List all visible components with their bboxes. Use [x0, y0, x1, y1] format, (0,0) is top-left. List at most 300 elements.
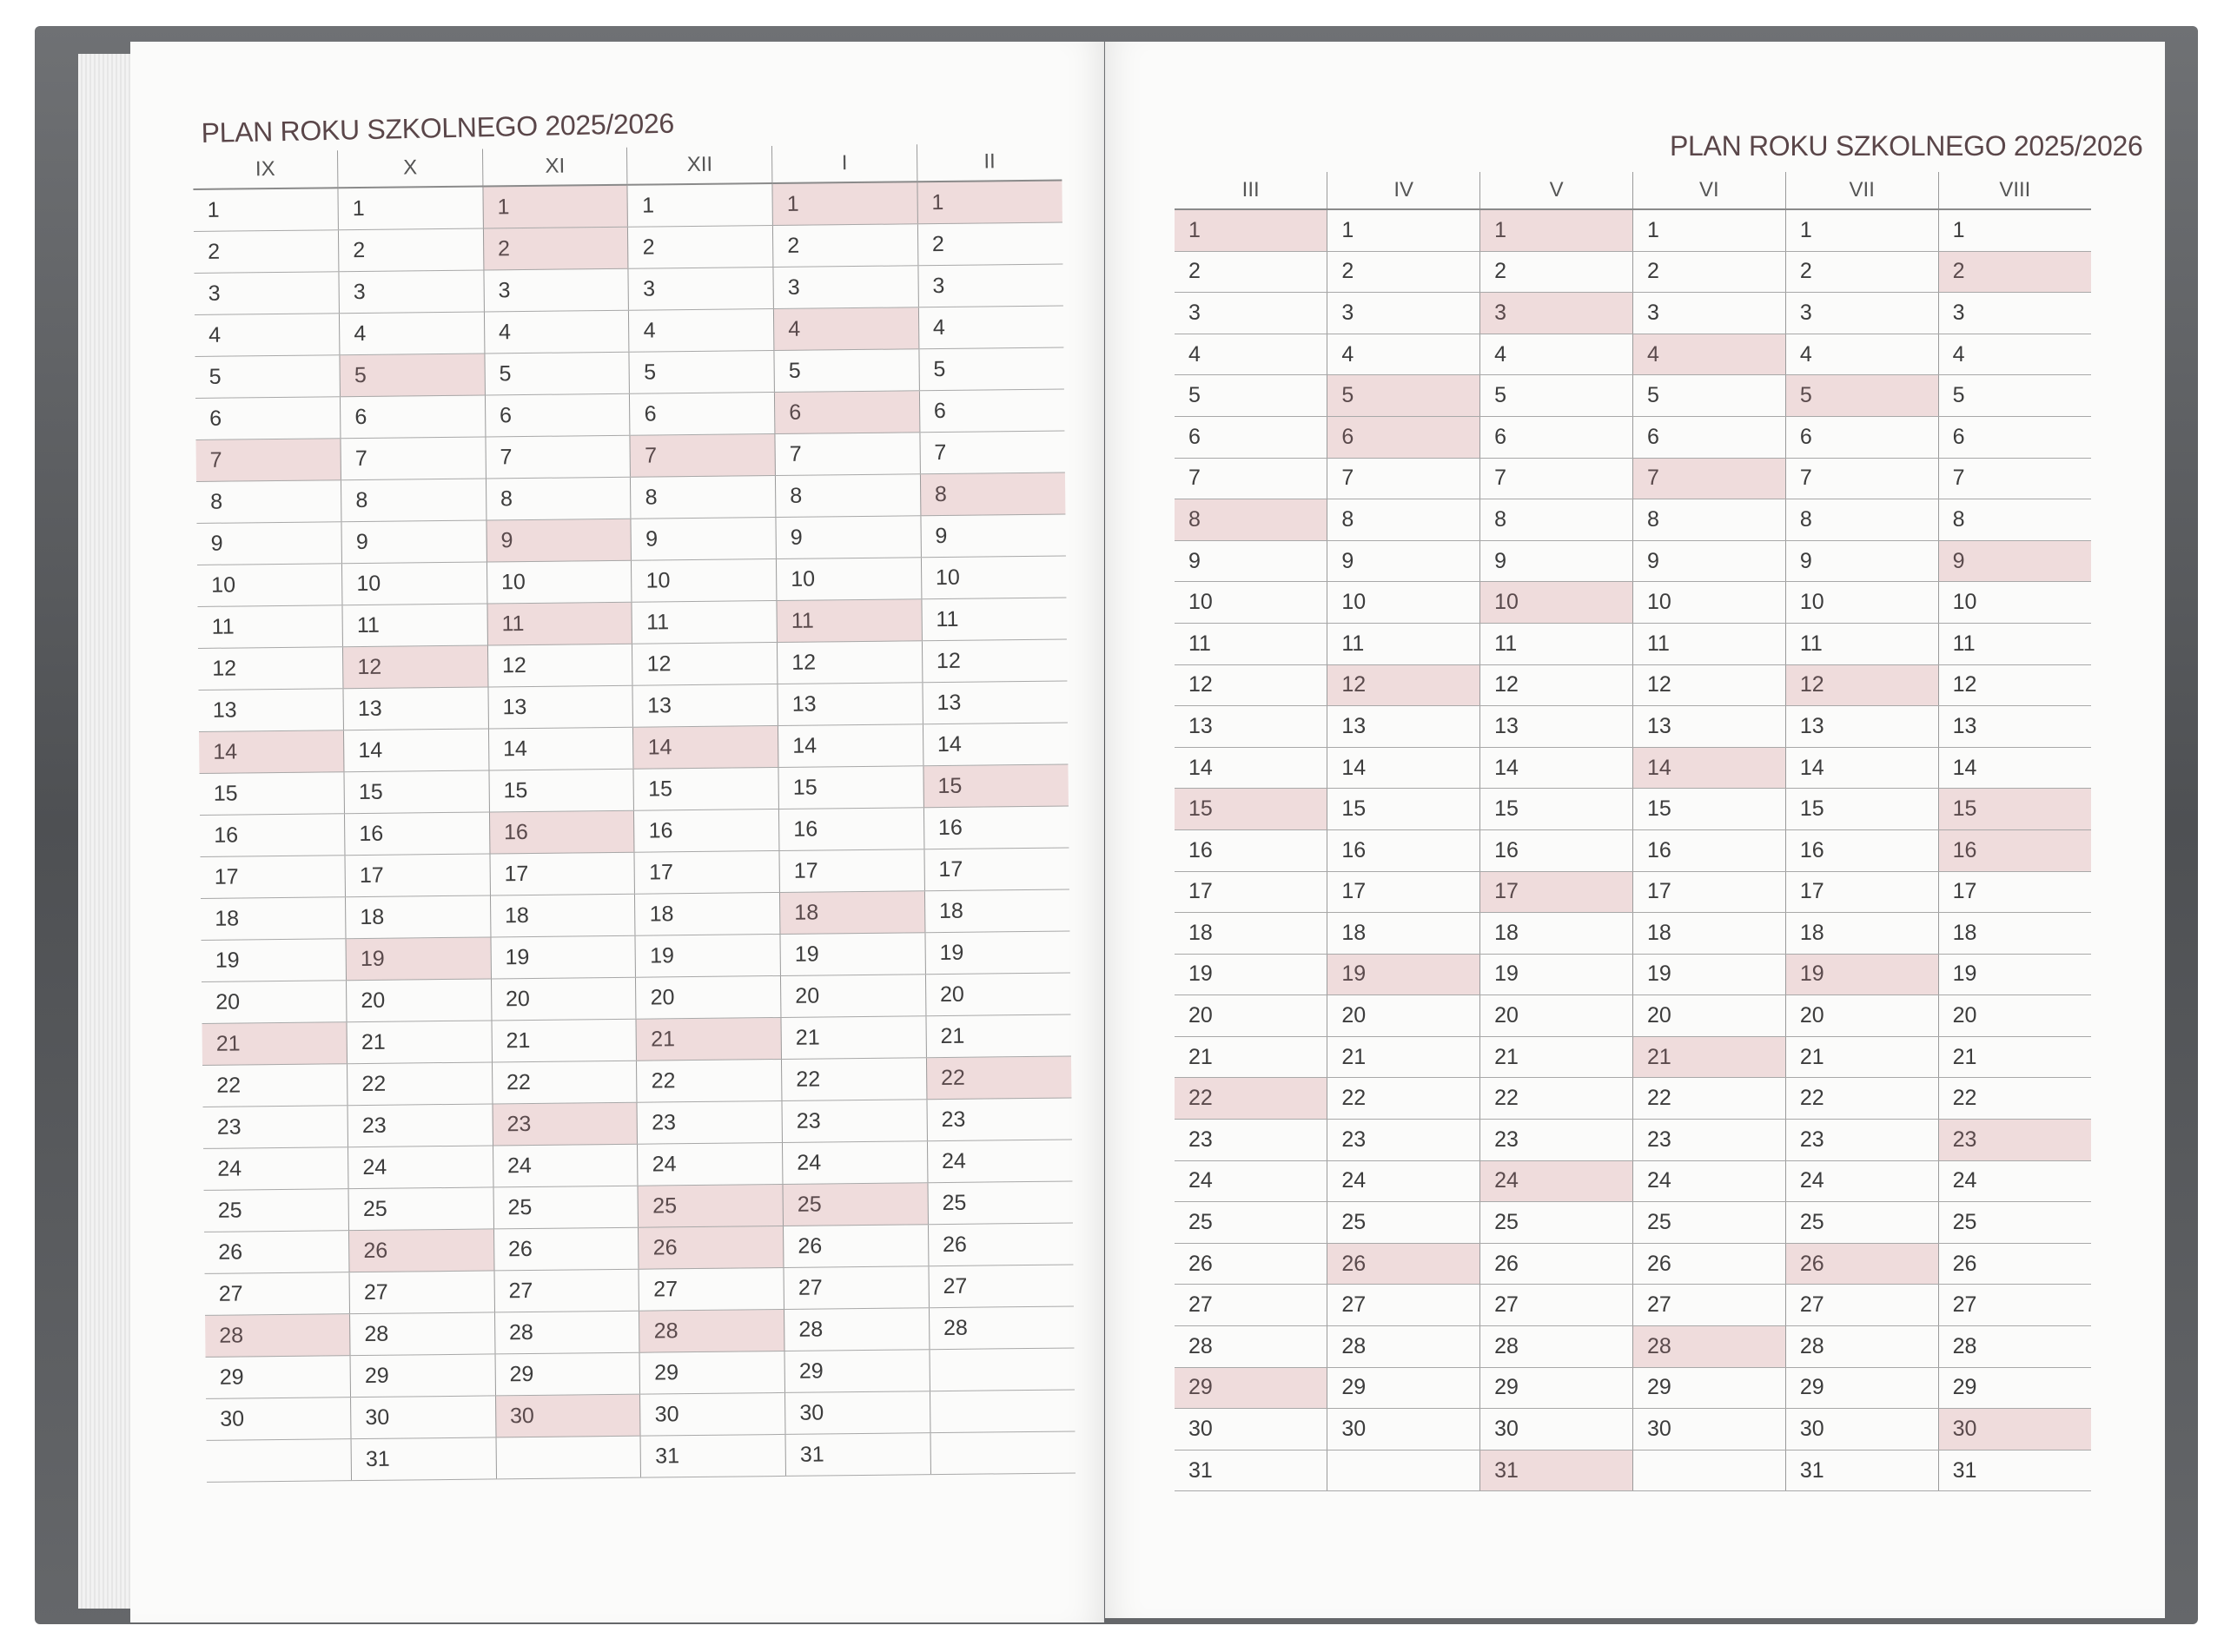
day-cell: 22	[492, 1061, 637, 1104]
day-cell: 5	[1327, 375, 1480, 417]
day-row	[1175, 499, 2091, 541]
day-cell: 16	[1327, 829, 1480, 871]
day-row	[1175, 913, 2091, 955]
day-cell: 2	[1785, 251, 1938, 293]
day-cell: 6	[195, 397, 341, 440]
month-header: IV	[1327, 172, 1480, 209]
day-cell: 23	[203, 1106, 348, 1149]
day-cell: 4	[340, 312, 485, 355]
day-row	[1175, 623, 2091, 664]
day-cell: 13	[198, 689, 343, 732]
day-cell: 28	[929, 1306, 1074, 1350]
day-rows	[1175, 209, 2091, 1491]
day-cell: 21	[202, 1022, 348, 1066]
day-rows	[193, 181, 1076, 1483]
day-cell: 25	[638, 1184, 783, 1227]
month-header: XI	[482, 148, 627, 187]
day-cell: 1	[1632, 209, 1785, 251]
day-cell: 17	[1327, 871, 1480, 913]
day-cell: 3	[1480, 293, 1633, 334]
day-cell: 21	[1327, 1036, 1480, 1078]
day-row	[1175, 789, 2091, 830]
day-cell: 10	[197, 564, 342, 607]
day-cell: 1	[1785, 209, 1938, 251]
day-cell: 10	[1480, 582, 1633, 624]
day-cell: 6	[1785, 416, 1938, 458]
day-row	[1175, 1285, 2091, 1326]
day-cell: 7	[775, 433, 920, 476]
day-cell: 4	[195, 314, 340, 357]
day-cell: 9	[1785, 540, 1938, 582]
day-cell: 16	[1480, 829, 1633, 871]
day-cell: 10	[1938, 582, 2091, 624]
day-cell: 30	[1327, 1409, 1480, 1450]
day-row	[1175, 1078, 2091, 1120]
day-cell: 15	[344, 770, 489, 814]
day-cell: 8	[1785, 499, 1938, 541]
day-cell: 22	[782, 1058, 927, 1101]
day-cell: 15	[1938, 789, 2091, 830]
day-cell: 26	[1175, 1243, 1327, 1285]
day-cell: 28	[1938, 1326, 2091, 1368]
day-cell: 12	[1938, 664, 2091, 706]
day-cell: 12	[632, 642, 778, 685]
day-cell: 9	[1480, 540, 1633, 582]
day-cell: 13	[1175, 706, 1327, 748]
day-cell: 7	[1327, 458, 1480, 499]
day-cell: 28	[1480, 1326, 1633, 1368]
left-year-plan-table	[193, 143, 1076, 1483]
day-cell: 31	[785, 1433, 930, 1477]
day-cell: 25	[1632, 1202, 1785, 1244]
day-cell: 27	[1175, 1285, 1327, 1326]
day-cell: 18	[780, 891, 925, 935]
day-cell: 23	[927, 1098, 1072, 1141]
right-year-plan-table	[1175, 172, 2091, 1491]
day-cell: 13	[778, 683, 923, 726]
day-cell: 5	[919, 347, 1064, 391]
day-cell: 25	[1785, 1202, 1938, 1244]
day-cell: 25	[348, 1187, 493, 1231]
day-cell: 24	[1785, 1160, 1938, 1202]
day-cell: 24	[493, 1144, 638, 1187]
day-cell: 6	[919, 389, 1064, 433]
day-cell: 9	[631, 517, 776, 560]
day-cell: 16	[1632, 829, 1785, 871]
day-cell: 11	[922, 598, 1067, 641]
day-cell: 29	[1327, 1367, 1480, 1409]
day-cell: 19	[1327, 954, 1480, 995]
day-cell: 4	[629, 309, 774, 353]
day-cell: 11	[632, 600, 777, 644]
day-cell: 3	[918, 264, 1063, 307]
day-cell: 25	[493, 1186, 639, 1229]
day-cell: 17	[1175, 871, 1327, 913]
day-cell: 30	[640, 1392, 785, 1436]
day-cell: 12	[1175, 664, 1327, 706]
month-header: III	[1175, 172, 1327, 209]
day-cell: 21	[1938, 1036, 2091, 1078]
day-cell: 3	[1938, 293, 2091, 334]
day-cell: 1	[627, 183, 772, 227]
day-cell: 24	[1327, 1160, 1480, 1202]
day-cell: 11	[197, 605, 342, 649]
day-cell: 17	[200, 856, 345, 899]
day-cell: 1	[1938, 209, 2091, 251]
day-cell: 30	[1632, 1409, 1785, 1450]
day-cell: 13	[1785, 706, 1938, 748]
day-cell: 28	[784, 1308, 930, 1351]
day-cell: 22	[1327, 1078, 1480, 1120]
day-cell: 26	[349, 1229, 494, 1272]
day-cell: 12	[198, 647, 343, 691]
day-cell: 25	[928, 1181, 1073, 1225]
day-cell: 22	[1480, 1078, 1633, 1120]
day-cell: 30	[1175, 1409, 1327, 1450]
day-cell: 26	[204, 1231, 349, 1274]
day-cell: 5	[1175, 375, 1327, 417]
month-header: X	[338, 149, 483, 188]
day-cell: 28	[1785, 1326, 1938, 1368]
day-cell: 15	[1175, 789, 1327, 830]
day-cell: 8	[196, 480, 341, 524]
day-cell: 10	[1632, 582, 1785, 624]
day-cell: 24	[348, 1146, 493, 1189]
day-cell: 19	[1938, 954, 2091, 995]
day-cell: 30	[351, 1396, 496, 1439]
day-cell: 12	[487, 644, 632, 687]
day-cell: 27	[1632, 1285, 1785, 1326]
day-cell: 28	[1175, 1326, 1327, 1368]
day-cell: 7	[1785, 458, 1938, 499]
day-cell: 15	[199, 772, 344, 816]
day-cell: 12	[343, 645, 488, 689]
day-cell: 29	[350, 1354, 495, 1398]
day-cell: 21	[926, 1014, 1071, 1058]
day-cell: 30	[206, 1398, 351, 1441]
day-cell: 2	[1938, 251, 2091, 293]
day-cell: 30	[1938, 1409, 2091, 1450]
day-cell: 4	[774, 307, 919, 351]
day-cell: 16	[1175, 829, 1327, 871]
day-cell: 10	[777, 558, 922, 601]
day-cell: 8	[486, 477, 631, 520]
day-cell: 13	[343, 687, 488, 730]
day-cell: 20	[636, 975, 781, 1019]
day-cell: 14	[199, 730, 344, 774]
day-cell: 16	[634, 809, 779, 852]
month-header: XII	[627, 146, 772, 185]
day-cell: 31	[1480, 1450, 1633, 1491]
day-cell: 27	[929, 1265, 1074, 1308]
day-cell: 9	[196, 522, 341, 565]
day-cell: 6	[1632, 416, 1785, 458]
day-cell: 16	[345, 812, 490, 856]
day-cell: 17	[1938, 871, 2091, 913]
day-cell: 19	[1480, 954, 1633, 995]
day-cell: 29	[206, 1356, 351, 1399]
day-cell: 18	[490, 894, 635, 937]
day-cell: 15	[489, 769, 634, 812]
day-cell: 17	[490, 852, 635, 895]
day-cell: 6	[1327, 416, 1480, 458]
day-cell: 4	[1785, 334, 1938, 375]
day-cell: 21	[636, 1017, 781, 1061]
day-cell: 5	[340, 354, 485, 397]
day-cell: 7	[1938, 458, 2091, 499]
day-cell: 25	[783, 1183, 928, 1226]
day-cell: 23	[1480, 1120, 1633, 1161]
day-cell: 31	[1175, 1450, 1327, 1491]
day-cell: 19	[1632, 954, 1785, 995]
day-cell: 28	[205, 1314, 350, 1358]
day-cell: 31	[351, 1437, 496, 1481]
day-cell: 6	[630, 393, 775, 436]
day-cell: 5	[629, 351, 774, 394]
day-cell: 19	[202, 939, 347, 982]
day-cell: 15	[1785, 789, 1938, 830]
day-cell: 20	[347, 979, 492, 1022]
day-cell	[930, 1431, 1076, 1475]
day-row	[1175, 458, 2091, 499]
day-cell: 2	[1327, 251, 1480, 293]
day-cell: 24	[783, 1141, 928, 1185]
day-cell: 7	[630, 434, 775, 478]
day-cell: 11	[1632, 623, 1785, 664]
day-cell: 20	[1327, 995, 1480, 1037]
month-header: VI	[1632, 172, 1785, 209]
day-cell: 6	[775, 391, 920, 434]
day-row	[1175, 1409, 2091, 1450]
day-cell: 17	[1785, 871, 1938, 913]
day-row	[1175, 540, 2091, 582]
day-cell: 2	[1175, 251, 1327, 293]
day-cell: 18	[346, 895, 491, 939]
day-cell: 4	[1480, 334, 1633, 375]
day-cell: 18	[1480, 913, 1633, 955]
day-cell: 3	[628, 268, 773, 311]
day-cell: 9	[341, 520, 486, 564]
day-cell: 12	[1327, 664, 1480, 706]
day-cell: 12	[1785, 664, 1938, 706]
day-cell: 3	[339, 270, 484, 314]
day-cell: 15	[1480, 789, 1633, 830]
day-cell: 3	[1785, 293, 1938, 334]
page-edges	[78, 54, 132, 1609]
day-cell: 14	[1938, 747, 2091, 789]
day-row	[1175, 1202, 2091, 1244]
day-cell: 25	[1938, 1202, 2091, 1244]
day-cell: 28	[494, 1311, 639, 1354]
day-cell: 7	[341, 437, 486, 480]
day-cell: 1	[193, 188, 338, 231]
day-cell: 18	[924, 889, 1069, 933]
day-cell: 17	[1480, 871, 1633, 913]
day-row	[1175, 416, 2091, 458]
month-header: V	[1480, 172, 1633, 209]
day-cell: 2	[1632, 251, 1785, 293]
day-cell: 18	[635, 892, 780, 935]
day-cell: 20	[202, 981, 347, 1024]
day-cell: 29	[495, 1352, 640, 1396]
day-cell	[1632, 1450, 1785, 1491]
day-cell: 21	[1175, 1036, 1327, 1078]
day-cell: 16	[1938, 829, 2091, 871]
day-cell: 11	[1785, 623, 1938, 664]
day-cell: 14	[1327, 747, 1480, 789]
day-cell: 6	[1938, 416, 2091, 458]
day-cell: 15	[778, 766, 923, 809]
day-cell: 26	[1938, 1243, 2091, 1285]
day-cell: 16	[1785, 829, 1938, 871]
day-cell: 4	[918, 306, 1063, 349]
day-cell: 17	[634, 850, 779, 894]
day-cell: 27	[1785, 1285, 1938, 1326]
day-cell: 7	[920, 431, 1065, 474]
day-row	[1175, 706, 2091, 748]
day-cell: 1	[483, 185, 628, 228]
day-cell: 20	[1785, 995, 1938, 1037]
day-cell: 5	[1480, 375, 1633, 417]
day-cell: 27	[1327, 1285, 1480, 1326]
day-cell: 2	[917, 222, 1062, 266]
day-cell: 8	[631, 475, 776, 519]
day-cell: 4	[1632, 334, 1785, 375]
day-cell: 21	[1785, 1036, 1938, 1078]
day-cell: 7	[1175, 458, 1327, 499]
day-cell: 14	[633, 725, 778, 769]
day-cell: 26	[1480, 1243, 1633, 1285]
day-cell: 10	[1785, 582, 1938, 624]
day-row	[1175, 1243, 2091, 1285]
day-cell: 5	[485, 352, 630, 395]
day-row	[1175, 664, 2091, 706]
day-cell: 24	[638, 1142, 783, 1186]
day-cell: 27	[784, 1266, 929, 1310]
day-cell: 1	[917, 181, 1062, 224]
day-cell: 7	[1632, 458, 1785, 499]
day-cell: 15	[1632, 789, 1785, 830]
day-cell: 13	[488, 685, 633, 729]
day-cell: 1	[338, 187, 483, 230]
day-cell: 2	[1480, 251, 1633, 293]
left-page-title: PLAN ROKU SZKOLNEGO 2025/2026	[201, 107, 675, 149]
day-cell: 3	[1327, 293, 1480, 334]
day-cell: 11	[1938, 623, 2091, 664]
day-cell: 9	[1632, 540, 1785, 582]
day-cell: 24	[1632, 1160, 1785, 1202]
day-cell: 23	[782, 1100, 927, 1143]
day-cell: 6	[341, 395, 486, 439]
day-cell: 19	[1785, 954, 1938, 995]
day-cell: 22	[1938, 1078, 2091, 1120]
day-cell: 10	[632, 558, 777, 602]
day-cell: 15	[1327, 789, 1480, 830]
month-header: VIII	[1938, 172, 2091, 209]
day-cell: 27	[494, 1269, 639, 1312]
day-cell: 5	[195, 355, 340, 399]
day-cell: 6	[1480, 416, 1633, 458]
day-cell: 31	[640, 1434, 785, 1477]
month-header: VII	[1785, 172, 1938, 209]
day-cell: 11	[342, 604, 487, 647]
day-cell: 23	[1632, 1120, 1785, 1161]
day-cell: 22	[926, 1056, 1071, 1100]
day-cell: 22	[202, 1064, 348, 1107]
day-cell: 22	[637, 1059, 782, 1102]
day-row	[1175, 251, 2091, 293]
day-cell: 6	[1175, 416, 1327, 458]
day-row	[1175, 747, 2091, 789]
day-cell: 26	[639, 1226, 784, 1269]
day-cell: 19	[491, 935, 636, 979]
day-cell: 26	[493, 1227, 639, 1271]
day-cell: 18	[1938, 913, 2091, 955]
day-cell: 11	[487, 602, 632, 645]
day-cell: 21	[781, 1016, 926, 1060]
day-cell: 24	[1938, 1160, 2091, 1202]
day-cell: 8	[1175, 499, 1327, 541]
day-cell: 26	[784, 1225, 929, 1268]
day-cell: 9	[486, 519, 632, 562]
day-cell: 21	[1480, 1036, 1633, 1078]
day-cell	[496, 1436, 641, 1479]
day-cell: 18	[1327, 913, 1480, 955]
day-cell: 28	[350, 1312, 495, 1356]
right-page-title: PLAN ROKU SZKOLNEGO 2025/2026	[1670, 130, 2143, 162]
day-cell: 16	[489, 810, 634, 854]
day-cell: 23	[637, 1100, 782, 1144]
day-cell: 19	[925, 931, 1070, 975]
day-cell: 24	[203, 1147, 348, 1191]
day-cell	[1327, 1450, 1480, 1491]
day-cell: 3	[773, 266, 918, 309]
day-cell: 26	[928, 1223, 1073, 1266]
day-cell: 19	[780, 933, 925, 976]
day-cell: 2	[773, 224, 918, 268]
day-cell: 25	[1480, 1202, 1633, 1244]
day-cell: 15	[923, 764, 1069, 808]
day-cell	[930, 1348, 1075, 1391]
day-cell: 8	[1327, 499, 1480, 541]
day-cell: 16	[923, 806, 1069, 849]
day-row	[1175, 829, 2091, 871]
day-cell: 14	[1632, 747, 1785, 789]
day-cell: 23	[1785, 1120, 1938, 1161]
month-header: IX	[193, 150, 338, 189]
day-cell: 18	[1632, 913, 1785, 955]
day-cell: 5	[774, 349, 919, 393]
day-cell: 13	[1480, 706, 1633, 748]
day-cell: 17	[924, 848, 1069, 891]
day-row	[1175, 209, 2091, 251]
day-cell: 24	[1175, 1160, 1327, 1202]
day-cell: 14	[778, 724, 923, 768]
day-row	[1175, 1326, 2091, 1368]
day-row	[1175, 375, 2091, 417]
day-cell: 8	[776, 474, 921, 518]
day-cell: 17	[345, 854, 490, 897]
day-cell: 13	[923, 681, 1068, 724]
day-cell: 14	[1785, 747, 1938, 789]
day-cell: 3	[194, 272, 339, 315]
day-row	[1175, 1120, 2091, 1161]
day-row	[1175, 954, 2091, 995]
day-cell: 2	[628, 226, 773, 269]
day-cell: 10	[921, 556, 1066, 599]
day-cell: 11	[777, 599, 922, 643]
day-cell: 7	[486, 435, 631, 479]
